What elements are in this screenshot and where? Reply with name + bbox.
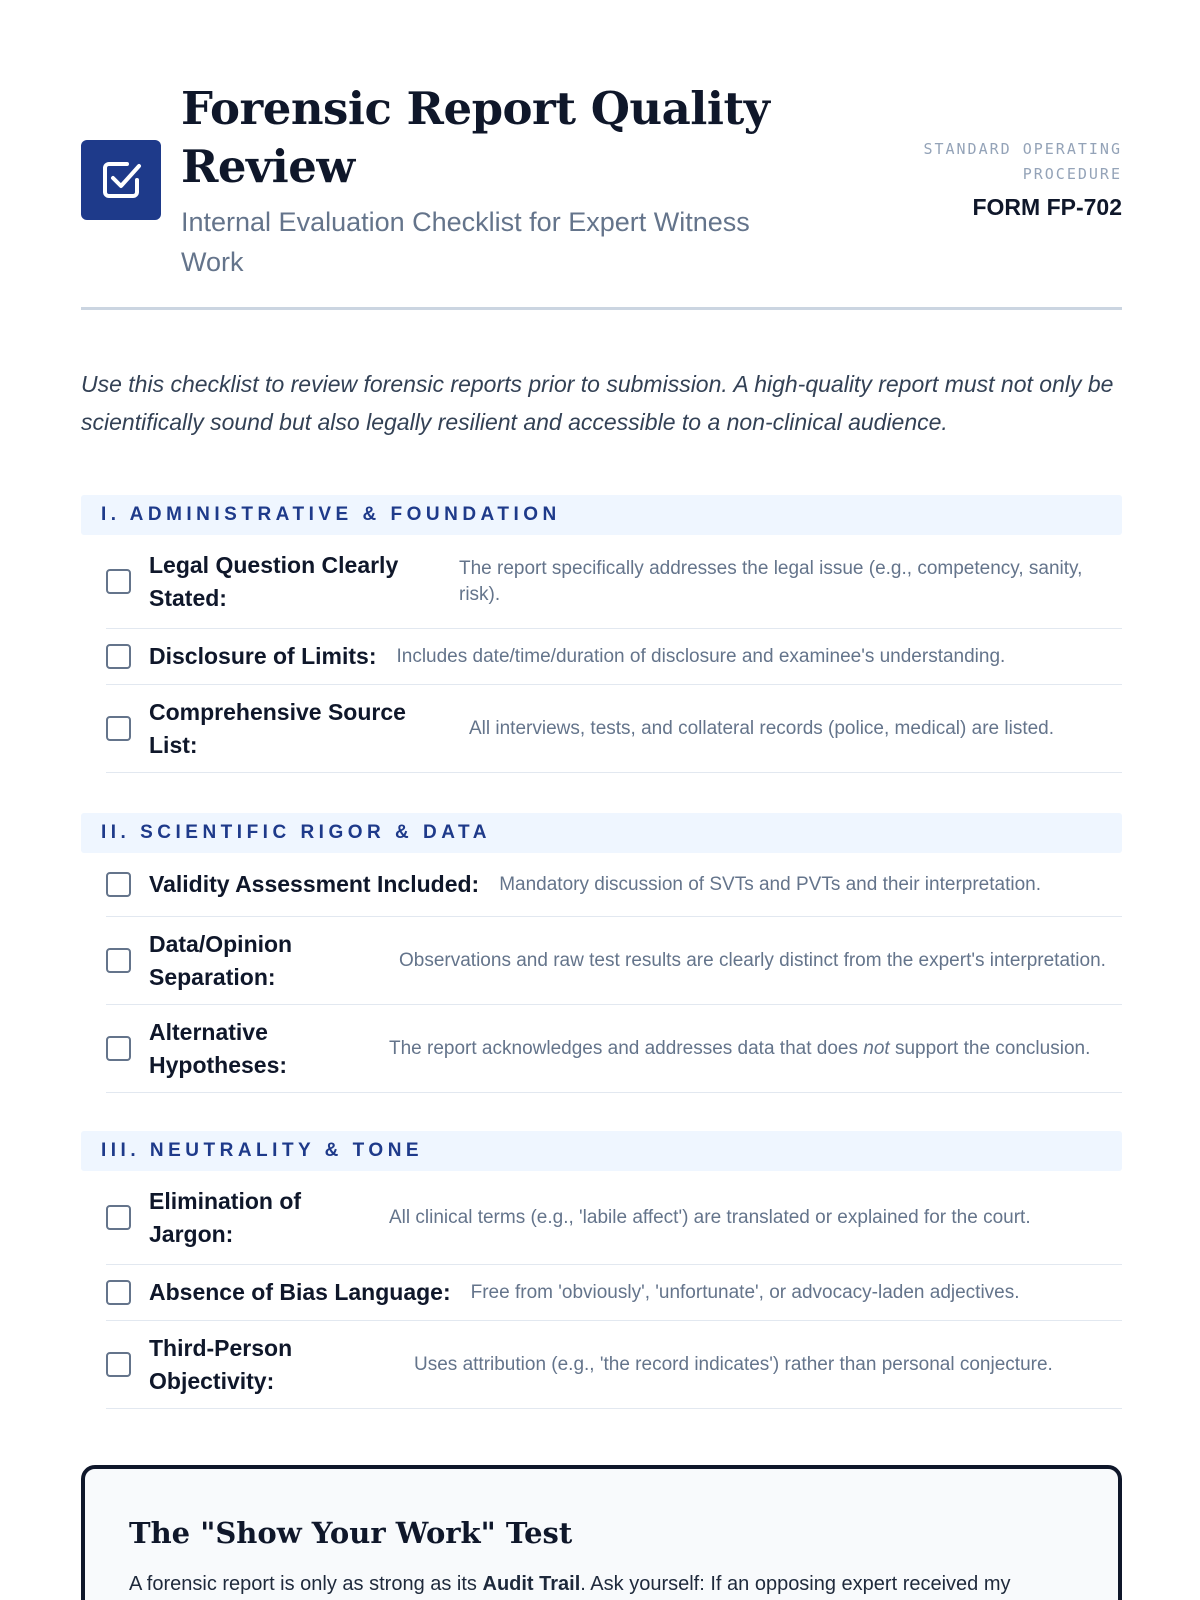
callout-title: The "Show Your Work" Test (129, 1516, 573, 1550)
checkbox[interactable] (106, 716, 131, 741)
item-label: Third-Person Objectivity: (149, 1334, 293, 1394)
item-label: Alternative Hypotheses: (149, 1018, 288, 1078)
emphasis-not: not (863, 1037, 890, 1059)
checklist-item (106, 1171, 1122, 1265)
item-description: The report acknowledges and addresses data that does not support the conclusion. (389, 1037, 1091, 1059)
item-label: Disclosure of Limits: (149, 643, 377, 669)
item-description: All interviews, tests, and collateral records (police, medical) are listed. (469, 717, 1055, 739)
callout-text: A forensic report is only as strong as its Audit Trail. Ask yourself: If an opposing expert received my (129, 1573, 1011, 1595)
checklist-item (106, 1321, 1122, 1409)
checklist-item (106, 917, 1122, 1005)
checkbox[interactable] (106, 644, 131, 669)
checklist-item (106, 535, 1122, 629)
sop-label: STANDARD OPERATING PROCEDURE (923, 140, 1122, 183)
section-neutrality (81, 1131, 1122, 1409)
audit-trail-emphasis: Audit Trail (482, 1573, 581, 1595)
item-label: Legal Question Clearly Stated: (149, 551, 399, 611)
checkbox[interactable] (106, 948, 131, 973)
section-heading: III. NEUTRALITY & TONE (81, 1131, 1122, 1171)
show-your-work-callout (81, 1465, 1122, 1600)
item-description: All clinical terms (e.g., 'labile affect') are translated or explained for the court. (389, 1206, 1031, 1228)
section-scientific-rigor (81, 813, 1122, 1093)
checkbox[interactable] (106, 872, 131, 897)
checkbox[interactable] (106, 569, 131, 594)
checklist-item (106, 1005, 1122, 1093)
checklist-item (106, 685, 1122, 773)
checkbox[interactable] (106, 1280, 131, 1305)
form-meta (902, 137, 1122, 223)
checkbox[interactable] (106, 1036, 131, 1061)
item-label: Validity Assessment Included: (149, 871, 480, 897)
item-description: Uses attribution (e.g., 'the record indicates') rather than personal conjecture. (414, 1353, 1053, 1375)
page-subtitle: Internal Evaluation Checklist for Expert Witness Work (181, 207, 750, 277)
item-description: Observations and raw test results are clearly distinct from the expert's interpretation. (399, 949, 1106, 971)
item-label: Elimination of Jargon: (149, 1187, 302, 1247)
checklist-item (106, 1265, 1122, 1321)
logo (81, 140, 161, 220)
item-label: Data/Opinion Separation: (149, 930, 293, 990)
item-description: The report specifically addresses the legal issue (e.g., competency, sanity, risk). (459, 557, 1083, 605)
item-label: Comprehensive Source List: (149, 698, 406, 758)
checkbox[interactable] (106, 1352, 131, 1377)
item-description: Includes date/time/duration of disclosure and examinee's understanding. (396, 645, 1006, 667)
section-heading: I. ADMINISTRATIVE & FOUNDATION (81, 495, 1122, 535)
checklist-item (106, 629, 1122, 685)
section-heading: II. SCIENTIFIC RIGOR & DATA (81, 813, 1122, 853)
section-administrative (81, 495, 1122, 773)
checkbox-check-icon (97, 156, 145, 204)
checkbox[interactable] (106, 1205, 131, 1230)
item-description: Mandatory discussion of SVTs and PVTs and their interpretation. (499, 873, 1041, 895)
item-label: Absence of Bias Language: (149, 1279, 451, 1305)
page-header (81, 80, 1122, 310)
page-title: Forensic Report Quality Review (181, 82, 770, 193)
form-number: FORM FP-702 (972, 194, 1122, 220)
intro-paragraph: Use this checklist to review forensic reports prior to submission. A high-quality report must not only be scientifically sound but also legally resilient and accessible to a non-clinical audience. (81, 371, 1114, 435)
checklist-item (106, 853, 1122, 917)
item-description: Free from 'obviously', 'unfortunate', or advocacy-laden adjectives. (470, 1281, 1020, 1303)
